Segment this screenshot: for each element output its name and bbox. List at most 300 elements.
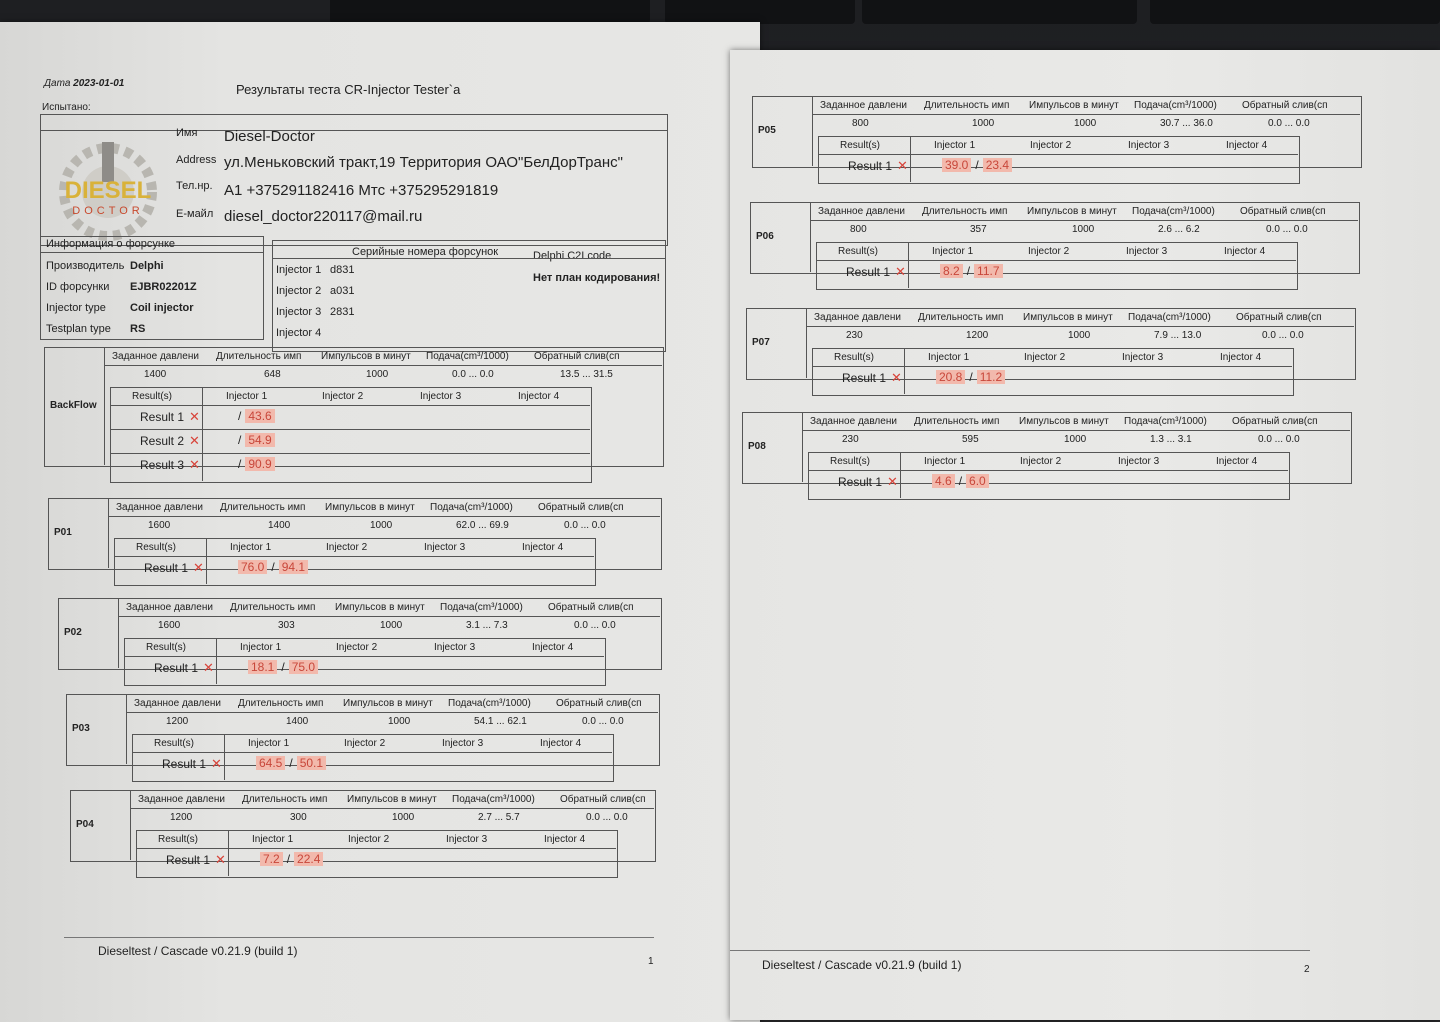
column-header: Импульсов в минут: [343, 698, 433, 709]
result-separator: /: [969, 370, 973, 384]
results-header-line: [136, 848, 616, 849]
result-label-text: Result 1: [846, 265, 891, 279]
results-divider: [904, 348, 905, 394]
results-header-line: [816, 260, 1296, 261]
result-value: [940, 264, 1003, 278]
injector-column-header: Injector 2: [322, 391, 364, 402]
result-value: [256, 756, 326, 770]
test-name: P02: [64, 627, 82, 638]
injector-column-header: Injector 1: [248, 738, 290, 749]
results-divider: [202, 387, 203, 481]
param-value: 1000: [392, 812, 415, 823]
injector-column-header: Injector 4: [518, 391, 560, 402]
param-value: 1400: [144, 369, 167, 380]
param-value: 1000: [388, 716, 411, 727]
logo-text-top: DIESEL: [64, 177, 152, 204]
test-name: P04: [76, 819, 94, 830]
result-label: [140, 409, 200, 425]
param-value: 0.0 ... 0.0: [582, 716, 624, 727]
results-divider: [216, 638, 217, 684]
injector-column-header: Injector 4: [540, 738, 582, 749]
param-value: 1000: [1072, 224, 1095, 235]
test-block-p08: [742, 412, 1350, 489]
test-block-backflow: [44, 347, 662, 472]
info-value: EJBR02201Z: [130, 281, 197, 293]
fail-x-icon: ✕: [215, 852, 226, 867]
results-header-line: [132, 752, 612, 753]
info-value: Delphi: [130, 260, 164, 272]
test-name-divider: [802, 412, 803, 482]
param-value: 0.0 ... 0.0: [586, 812, 628, 823]
test-block-p05: [752, 96, 1360, 173]
fail-x-icon: ✕: [895, 264, 906, 279]
info-label: Testplan type: [46, 323, 111, 335]
phone-label: Тел.нр.: [176, 180, 213, 192]
page-number-2: 2: [1304, 964, 1310, 975]
column-header: Подача(cm³/1000): [426, 351, 509, 362]
report-page-2: [730, 50, 1440, 1020]
column-header: Обратный слив(cп: [556, 698, 642, 709]
test-name-divider: [806, 308, 807, 378]
column-header: Длительность имп: [242, 794, 328, 805]
result-row-line: [110, 429, 590, 430]
test-name-divider: [812, 96, 813, 166]
result-label-text: Result 1: [166, 853, 211, 867]
injector-column-header: Injector 1: [230, 542, 272, 553]
param-value: 1000: [380, 620, 403, 631]
column-header: Импульсов в минут: [325, 502, 415, 513]
result-value-a: 8.2: [940, 264, 963, 278]
param-value: 800: [852, 118, 869, 129]
column-header: Импульсов в минут: [347, 794, 437, 805]
injector-column-header: Result(s): [154, 738, 195, 749]
results-divider: [224, 734, 225, 780]
result-value-b: 94.1: [279, 560, 308, 574]
date-label: Дата: [44, 78, 71, 89]
result-value-b: 90.9: [245, 457, 274, 471]
result-label: [166, 852, 226, 868]
result-label-text: Result 1: [842, 371, 887, 385]
param-value: 1000: [972, 118, 995, 129]
header-line: [802, 430, 1350, 431]
injector-column-header: Injector 2: [348, 834, 390, 845]
column-header: Заданное давлени: [116, 502, 203, 513]
column-header: Длительность имп: [216, 351, 302, 362]
column-header: Длительность имп: [924, 100, 1010, 111]
column-header: Обратный слив(cп: [548, 602, 634, 613]
injector-column-header: Result(s): [830, 456, 871, 467]
result-value-b: 22.4: [294, 852, 323, 866]
column-header: Подача(cm³/1000): [1124, 416, 1207, 427]
injector-info-title: Информация о форсунке: [46, 238, 175, 250]
report-page-1: [0, 22, 760, 1022]
column-header: Длительность имп: [922, 206, 1008, 217]
param-value: 1000: [370, 520, 393, 531]
injector-column-header: Injector 2: [326, 542, 368, 553]
result-value-a: 7.2: [260, 852, 283, 866]
tested-label: Испытано:: [42, 102, 91, 113]
c2i-title: Delphi C2I code: [533, 250, 612, 262]
result-value: [248, 660, 318, 674]
footer-software-2: Dieseltest / Cascade v0.21.9 (build 1): [762, 958, 962, 972]
injector-column-header: Result(s): [840, 140, 881, 151]
fail-x-icon: ✕: [203, 660, 214, 675]
test-block-p06: [750, 202, 1358, 279]
injector-column-header: Injector 1: [932, 246, 974, 257]
result-value-b: 54.9: [245, 433, 274, 447]
param-value: 230: [842, 434, 859, 445]
injector-column-header: Injector 4: [1216, 456, 1258, 467]
result-value-b: 6.0: [966, 474, 989, 488]
result-separator: /: [271, 560, 275, 574]
param-value: 800: [850, 224, 867, 235]
injector-column-header: Result(s): [838, 246, 879, 257]
fail-x-icon: ✕: [189, 433, 200, 448]
injector-column-header: Injector 4: [1224, 246, 1266, 257]
fail-x-icon: ✕: [891, 370, 902, 385]
serials-title: Серийные номера форсунок: [352, 246, 499, 258]
address-value: ул.Меньковский тракт,19 Территория ОАО"БелДорТранс": [224, 154, 623, 171]
column-header: Длительность имп: [220, 502, 306, 513]
param-value: 1000: [1068, 330, 1091, 341]
param-value: 1400: [268, 520, 291, 531]
result-value-b: 11.2: [977, 370, 1005, 384]
page-number-1: 1: [648, 956, 654, 967]
results-divider: [900, 452, 901, 498]
column-header: Обратный слив(cп: [1236, 312, 1322, 323]
injector-column-header: Injector 2: [336, 642, 378, 653]
logo-text-bottom: DOCTOR: [72, 205, 144, 217]
param-value: 1000: [366, 369, 389, 380]
header-line: [118, 616, 660, 617]
result-label: [846, 264, 906, 280]
injector-column-header: Injector 1: [924, 456, 966, 467]
injector-column-header: Injector 2: [344, 738, 386, 749]
header-line: [130, 808, 654, 809]
param-value: 0.0 ... 0.0: [1258, 434, 1300, 445]
result-separator: /: [238, 457, 242, 471]
results-divider: [908, 242, 909, 288]
footer-software-1: Dieseltest / Cascade v0.21.9 (build 1): [98, 944, 298, 958]
column-header: Импульсов в минут: [1019, 416, 1109, 427]
test-name: P08: [748, 441, 766, 452]
result-label: [848, 158, 908, 174]
test-name: P05: [758, 125, 776, 136]
column-header: Импульсов в минут: [335, 602, 425, 613]
header-line: [812, 114, 1360, 115]
result-label: [842, 370, 902, 386]
injector-column-header: Injector 4: [1226, 140, 1268, 151]
result-label: [140, 433, 200, 449]
column-header: Обратный слив(cп: [538, 502, 624, 513]
result-value-a: 39.0: [942, 158, 971, 172]
param-value: 648: [264, 369, 281, 380]
result-label-text: Result 1: [162, 757, 207, 771]
result-label: [144, 560, 204, 576]
result-label-text: Result 1: [154, 661, 199, 675]
column-header: Импульсов в минут: [1029, 100, 1119, 111]
test-name-divider: [108, 498, 109, 568]
header-line: [126, 712, 658, 713]
result-label-text: Result 1: [144, 561, 189, 575]
column-header: Подача(cm³/1000): [440, 602, 523, 613]
param-value: 54.1 ... 62.1: [474, 716, 527, 727]
param-value: 0.0 ... 0.0: [452, 369, 494, 380]
test-name-divider: [810, 202, 811, 272]
result-value: [932, 474, 989, 488]
column-header: Обратный слив(cп: [560, 794, 646, 805]
injector-column-header: Injector 4: [544, 834, 586, 845]
column-header: Импульсов в минут: [1027, 206, 1117, 217]
name-value: Diesel-Doctor: [224, 128, 315, 145]
date-field: [44, 78, 124, 89]
fail-x-icon: ✕: [189, 409, 200, 424]
param-value: 1200: [170, 812, 193, 823]
column-header: Заданное давлени: [818, 206, 905, 217]
param-value: 230: [846, 330, 863, 341]
serial-value: 2831: [330, 306, 355, 318]
column-header: Обратный слив(cп: [1232, 416, 1318, 427]
param-value: 0.0 ... 0.0: [564, 520, 606, 531]
test-block-p04: [70, 790, 654, 867]
result-label: [162, 756, 222, 772]
param-value: 13.5 ... 31.5: [560, 369, 613, 380]
column-header: Подача(cm³/1000): [448, 698, 531, 709]
results-header-line: [124, 656, 604, 657]
injector-column-header: Result(s): [834, 352, 875, 363]
param-value: 0.0 ... 0.0: [1266, 224, 1308, 235]
result-value-a: 18.1: [248, 660, 277, 674]
result-value: [936, 370, 1005, 384]
result-separator: /: [238, 409, 242, 423]
param-value: 0.0 ... 0.0: [1262, 330, 1304, 341]
result-separator: /: [975, 158, 979, 172]
injector-column-header: Injector 2: [1024, 352, 1066, 363]
injector-column-header: Injector 3: [1128, 140, 1170, 151]
serial-label: Injector 1: [276, 264, 322, 276]
results-header-line: [808, 470, 1288, 471]
result-label-text: Result 2: [140, 434, 185, 448]
result-value-a: 64.5: [256, 756, 285, 770]
test-block-p01: [48, 498, 660, 575]
param-value: 1600: [148, 520, 171, 531]
param-value: 3.1 ... 7.3: [466, 620, 508, 631]
injector-column-header: Injector 4: [532, 642, 574, 653]
result-label: [838, 474, 898, 490]
result-value: [234, 433, 275, 447]
info-value: Coil injector: [130, 302, 194, 314]
test-block-p02: [58, 598, 660, 675]
serial-value: d831: [330, 264, 355, 276]
result-value-b: 23.4: [983, 158, 1012, 172]
injector-column-header: Injector 2: [1028, 246, 1070, 257]
column-header: Подача(cm³/1000): [1132, 206, 1215, 217]
result-value: [234, 409, 275, 423]
results-header-line: [114, 556, 594, 557]
result-separator: /: [966, 264, 971, 278]
injector-column-header: Injector 3: [420, 391, 462, 402]
column-header: Заданное давлени: [126, 602, 213, 613]
injector-column-header: Injector 4: [1220, 352, 1262, 363]
column-header: Заданное давлени: [112, 351, 199, 362]
fail-x-icon: ✕: [193, 560, 204, 575]
result-value-b: 75.0: [289, 660, 318, 674]
header-line: [806, 326, 1354, 327]
fail-x-icon: ✕: [887, 474, 898, 489]
column-header: Подача(cm³/1000): [452, 794, 535, 805]
injector-column-header: Injector 3: [1126, 246, 1168, 257]
column-header: Импульсов в минут: [1023, 312, 1113, 323]
param-value: 30.7 ... 36.0: [1160, 118, 1213, 129]
param-value: 62.0 ... 69.9: [456, 520, 509, 531]
results-header-line: [818, 154, 1298, 155]
result-separator: /: [289, 756, 293, 770]
result-value-b: 50.1: [297, 756, 326, 770]
injector-column-header: Injector 3: [446, 834, 488, 845]
test-name: P01: [54, 527, 72, 538]
email-label: E-майл: [176, 208, 214, 220]
result-value-a: 20.8: [936, 370, 965, 384]
injector-column-header: Injector 1: [252, 834, 294, 845]
result-separator: /: [281, 660, 285, 674]
injector-column-header: Injector 1: [240, 642, 282, 653]
test-block-p07: [746, 308, 1354, 385]
injector-column-header: Injector 3: [1122, 352, 1164, 363]
c2i-value: Нет план кодирования!: [533, 272, 661, 284]
test-name: BackFlow: [50, 400, 97, 411]
serial-label: Injector 2: [276, 285, 322, 297]
result-value: [234, 457, 275, 471]
injector-column-header: Injector 1: [934, 140, 976, 151]
test-block-p03: [66, 694, 658, 771]
param-value: 0.0 ... 0.0: [1268, 118, 1310, 129]
result-label-text: Result 1: [140, 410, 185, 424]
param-value: 7.9 ... 13.0: [1154, 330, 1202, 341]
param-value: 1200: [966, 330, 989, 341]
results-divider: [206, 538, 207, 584]
param-value: 1000: [1074, 118, 1097, 129]
injector-column-header: Injector 1: [928, 352, 970, 363]
param-value: 2.7 ... 5.7: [478, 812, 520, 823]
param-value: 0.0 ... 0.0: [574, 620, 616, 631]
info-label: ID форсунки: [46, 281, 110, 293]
param-value: 2.6 ... 6.2: [1158, 224, 1200, 235]
fail-x-icon: ✕: [897, 158, 908, 173]
serial-label: Injector 3: [276, 306, 322, 318]
column-header: Обратный слив(cп: [534, 351, 620, 362]
result-label-text: Result 1: [838, 475, 883, 489]
column-header: Обратный слив(cп: [1240, 206, 1326, 217]
test-name: P07: [752, 337, 770, 348]
date-value: 2023-01-01: [73, 78, 125, 89]
result-label-text: Result 1: [848, 159, 893, 173]
test-name-divider: [130, 790, 131, 860]
results-divider: [910, 136, 911, 182]
results-header-line: [110, 405, 590, 406]
info-value: RS: [130, 323, 146, 335]
serial-label: Injector 4: [276, 327, 322, 339]
report-title: Результаты теста CR-Injector Tester`a: [236, 82, 461, 97]
injector-column-header: Result(s): [132, 391, 173, 402]
result-separator: /: [286, 852, 291, 866]
param-value: 1400: [286, 716, 309, 727]
param-value: 595: [962, 434, 979, 445]
injector-column-header: Injector 2: [1030, 140, 1072, 151]
result-value: [260, 852, 323, 866]
header-line: [108, 516, 660, 517]
column-header: Заданное давлени: [814, 312, 901, 323]
injector-column-header: Injector 3: [434, 642, 476, 653]
param-value: 357: [970, 224, 987, 235]
injector-column-header: Injector 2: [1020, 456, 1062, 467]
column-header: Заданное давлени: [810, 416, 897, 427]
injector-column-header: Injector 4: [522, 542, 564, 553]
column-header: Длительность имп: [918, 312, 1004, 323]
test-name-divider: [118, 598, 119, 668]
result-value-a: 76.0: [238, 560, 267, 574]
column-header: Подача(cm³/1000): [1134, 100, 1217, 111]
injector-column-header: Injector 3: [424, 542, 466, 553]
param-value: 300: [290, 812, 307, 823]
result-separator: /: [238, 433, 242, 447]
param-value: 1000: [1064, 434, 1087, 445]
header-line: [104, 365, 662, 366]
results-divider: [228, 830, 229, 876]
result-value: [942, 158, 1012, 172]
injector-column-header: Injector 3: [1118, 456, 1160, 467]
column-header: Длительность имп: [914, 416, 1000, 427]
column-header: Импульсов в минут: [321, 351, 411, 362]
fail-x-icon: ✕: [211, 756, 222, 771]
column-header: Заданное давлени: [138, 794, 225, 805]
column-header: Заданное давлени: [134, 698, 221, 709]
email-value: diesel_doctor220117@mail.ru: [224, 208, 423, 225]
result-value: [238, 560, 308, 574]
address-label: Address: [176, 154, 217, 166]
result-value-a: 4.6: [932, 474, 955, 488]
injector-column-header: Result(s): [136, 542, 177, 553]
injector-column-header: Result(s): [146, 642, 187, 653]
info-label: Производитель: [46, 260, 125, 272]
injector-column-header: Injector 3: [442, 738, 484, 749]
phone-value: A1 +375291182416 Мтс +375295291819: [224, 182, 499, 199]
param-value: 1.3 ... 3.1: [1150, 434, 1192, 445]
info-label: Injector type: [46, 302, 106, 314]
name-label: Имя: [176, 127, 198, 139]
column-header: Обратный слив(cп: [1242, 100, 1328, 111]
param-value: 1600: [158, 620, 181, 631]
param-value: 303: [278, 620, 295, 631]
column-header: Подача(cm³/1000): [1128, 312, 1211, 323]
result-separator: /: [958, 474, 963, 488]
column-header: Длительность имп: [230, 602, 316, 613]
result-value-b: 43.6: [245, 409, 274, 423]
test-name: P03: [72, 723, 90, 734]
fail-x-icon: ✕: [189, 457, 200, 472]
column-header: Подача(cm³/1000): [430, 502, 513, 513]
diesel-doctor-logo: [44, 140, 172, 244]
injector-column-header: Result(s): [158, 834, 199, 845]
result-value-b: 11.7: [974, 264, 1002, 278]
result-label: [154, 660, 214, 676]
column-header: Длительность имп: [238, 698, 324, 709]
result-label: [140, 457, 200, 473]
injector-column-header: Injector 1: [226, 391, 268, 402]
param-value: 1200: [166, 716, 189, 727]
result-row-line: [110, 453, 590, 454]
test-name: P06: [756, 231, 774, 242]
test-name-divider: [126, 694, 127, 764]
